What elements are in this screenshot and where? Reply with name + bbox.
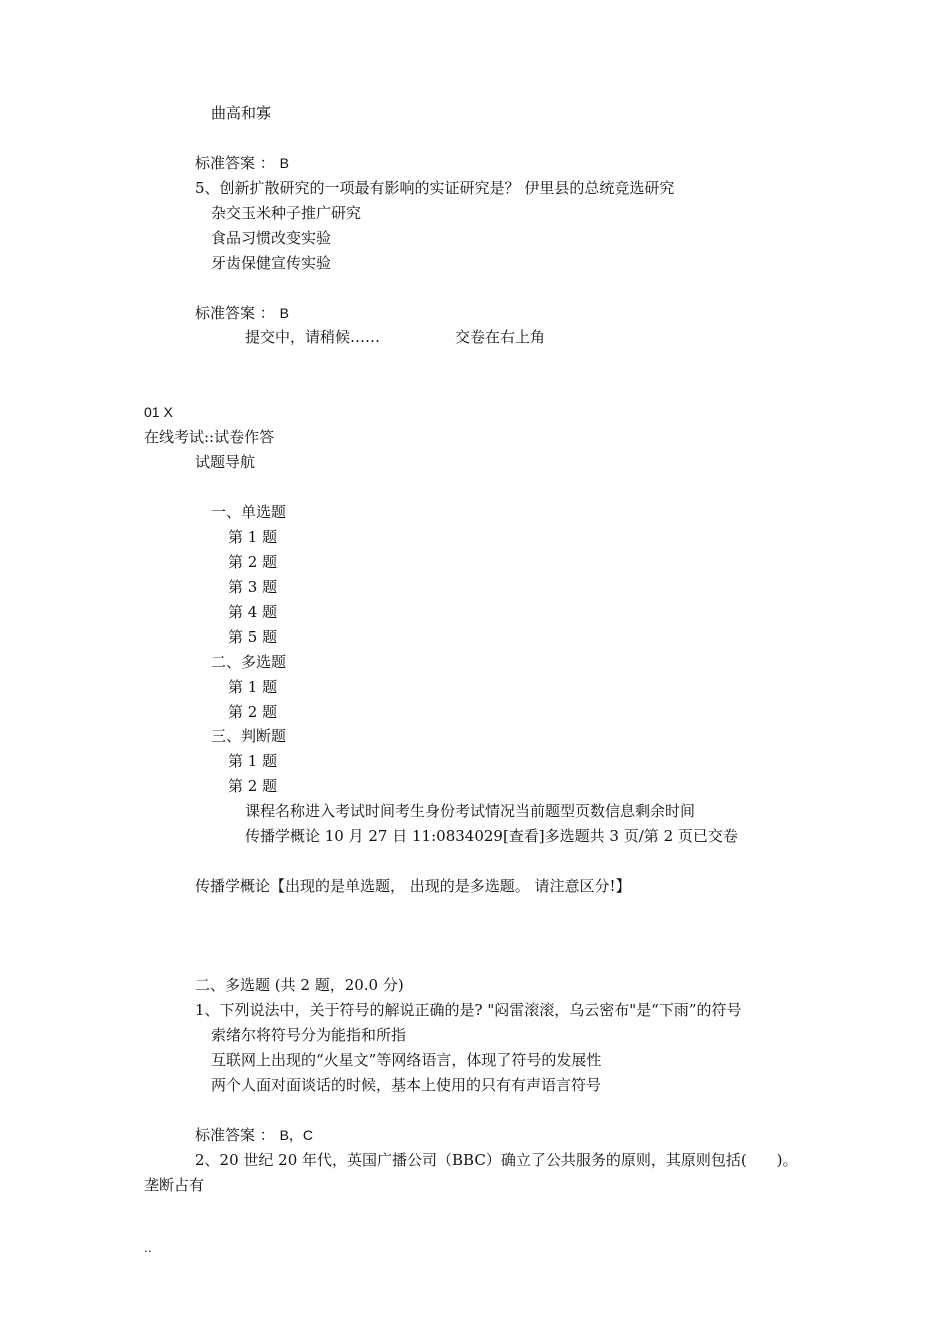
option-text: 索绪尔将符号分为能指和所指 <box>211 1026 407 1044</box>
answer-label: 标准答案 ： <box>195 154 275 172</box>
option-text: 两个人面对面谈话的时候，基本上使用的只有有声语言符号 <box>211 1076 602 1094</box>
nav-item[interactable]: 第 4 题 <box>228 603 278 621</box>
nav-item[interactable]: 第 2 题 <box>228 777 278 795</box>
answer-row <box>195 1125 313 1145</box>
option-text: 杂交玉米种子推广研究 <box>211 204 362 222</box>
nav-item[interactable]: 第 3 题 <box>228 578 278 596</box>
nav-item[interactable]: 第 1 题 <box>228 752 278 770</box>
page-title: 在线考试::试卷作答 <box>144 428 275 446</box>
question-text: 2、20 世纪 20 年代，英国广播公司（BBC）确立了公共服务的原则，其原则包括( )。 <box>195 1151 798 1169</box>
option-text: 牙齿保健宣传实验 <box>211 254 332 272</box>
option-text: 食品习惯改变实验 <box>211 229 332 247</box>
nav-section-multi[interactable]: 二、多选题 <box>211 653 287 671</box>
nav-item[interactable]: 第 2 题 <box>228 703 278 721</box>
nav-item[interactable]: 第 1 题 <box>228 528 278 546</box>
answer-row <box>195 153 289 173</box>
answer-row <box>195 303 289 323</box>
section-heading: 二、多选题 (共 2 题，20.0 分) <box>195 976 404 994</box>
footer-mark: .. <box>144 1241 152 1255</box>
submit-hint: 交卷在右上角 <box>455 328 546 346</box>
option-text: 垄断占有 <box>144 1176 205 1194</box>
exam-info-headers: 课程名称进入考试时间考生身份考试情况当前题型页数信息剩余时间 <box>245 802 696 820</box>
nav-item[interactable]: 第 2 题 <box>228 553 278 571</box>
nav-item[interactable]: 第 1 题 <box>228 678 278 696</box>
nav-title: 试题导航 <box>195 453 256 471</box>
answer-value: B，C <box>279 1127 314 1143</box>
answer-label: 标准答案 ： <box>195 304 275 322</box>
nav-item[interactable]: 第 5 题 <box>228 628 278 646</box>
nav-section-judge[interactable]: 三、判断题 <box>211 727 287 745</box>
option-text: 互联网上出现的“火星文”等网络语言，体现了符号的发展性 <box>211 1051 602 1069</box>
exam-info-values: 传播学概论 10 月 27 日 11:0834029[查看]多选题共 3 页/第 2 页已交卷 <box>245 827 738 845</box>
option-text: 曲高和寡 <box>211 104 272 122</box>
answer-value: B <box>279 305 289 321</box>
window-code: 01 X <box>144 404 173 420</box>
answer-label: 标准答案 ： <box>195 1126 275 1144</box>
course-notice: 传播学概论【出现的是单选题， 出现的是多选题。 请注意区分!】 <box>195 877 631 895</box>
question-text: 1、下列说法中，关于符号的解说正确的是? "闷雷滚滚，乌云密布"是“下雨”的符号 <box>195 1001 742 1019</box>
nav-section-single[interactable]: 一、单选题 <box>211 503 287 521</box>
answer-value: B <box>279 155 289 171</box>
question-text: 5、创新扩散研究的一项最有影响的实证研究是？ 伊里县的总统竞选研究 <box>195 179 675 197</box>
submitting-status: 提交中，请稍候…… <box>245 328 381 346</box>
